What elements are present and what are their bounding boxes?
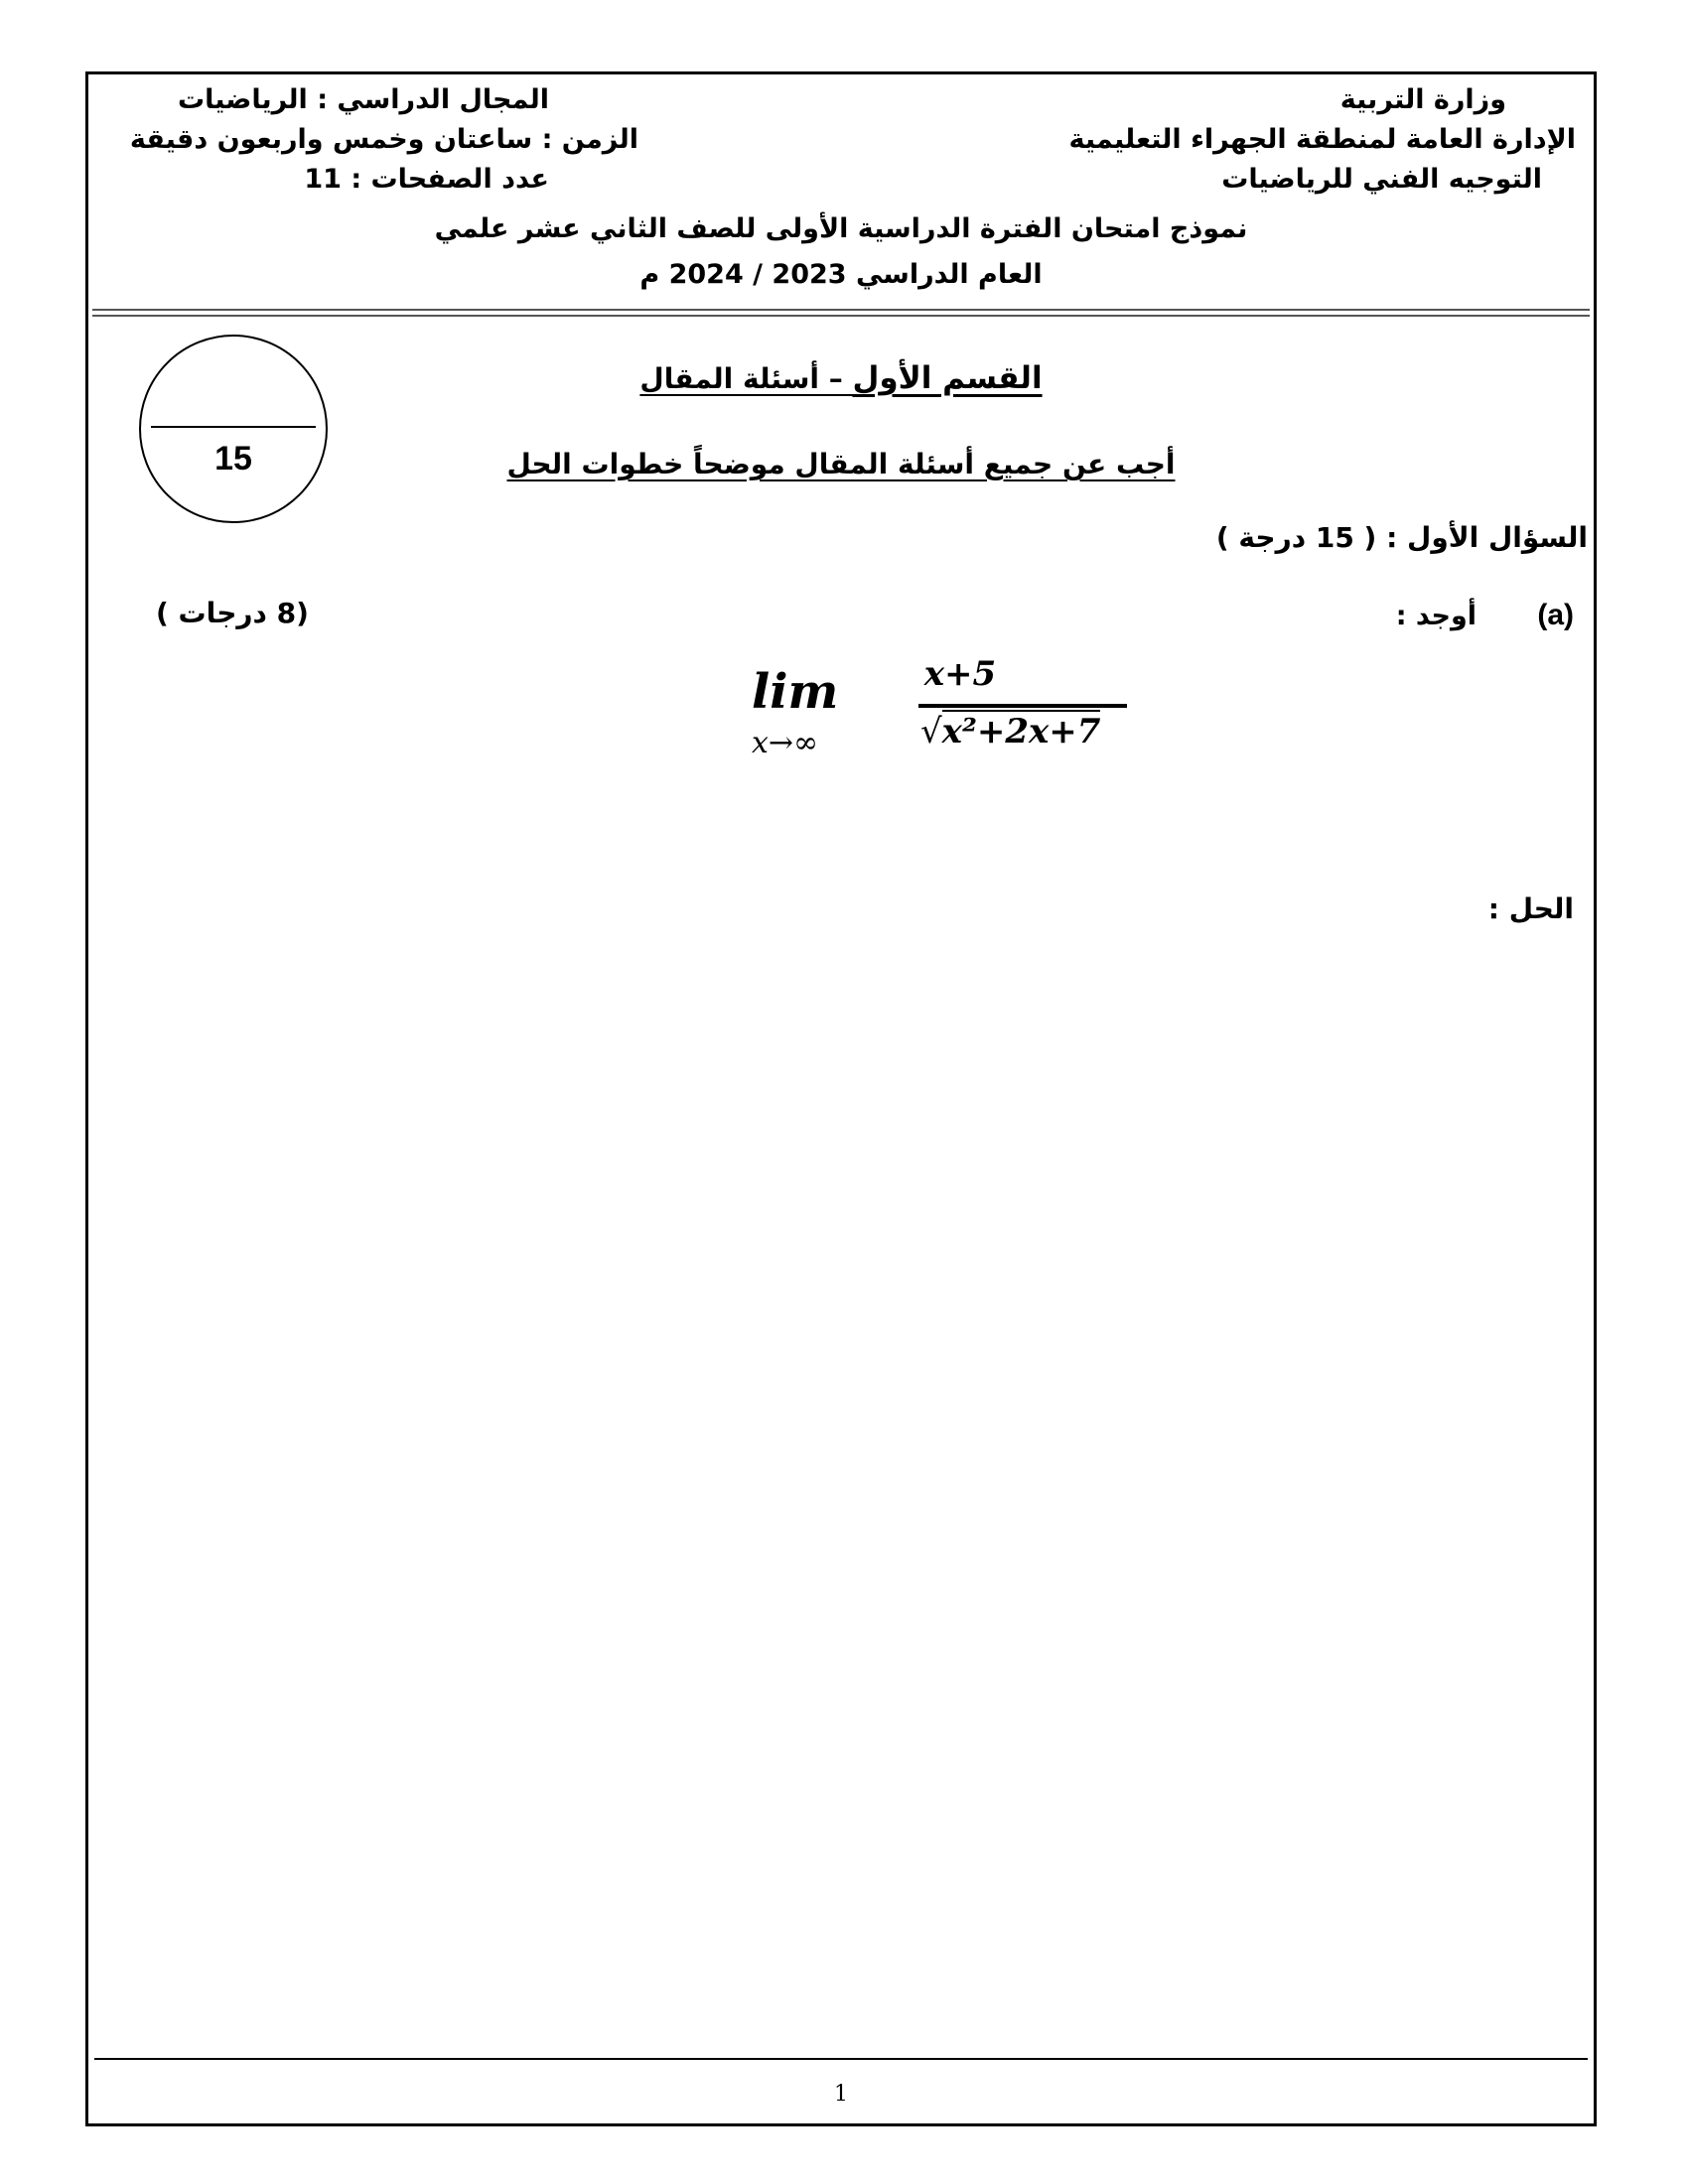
subject-field: المجال الدراسي : الرياضيات [177, 84, 549, 115]
header-separator-top [92, 309, 1590, 311]
limit-subscript: x→∞ [752, 726, 819, 760]
limit-formula [744, 654, 1141, 773]
supervision-name: التوجيه الفني للرياضيات [1221, 164, 1542, 195]
fraction-denominator [920, 712, 1100, 751]
header-separator-bottom [92, 315, 1590, 317]
page-number: 1 [834, 2082, 848, 2107]
part-a-instruction: أوجد : [1395, 601, 1477, 631]
score-blank-line [151, 426, 316, 428]
solution-label: الحل : [1487, 892, 1574, 925]
section-title [88, 360, 1594, 396]
section-title-bold: القسم الأول [852, 360, 1043, 396]
ministry-name: وزارة التربية [1339, 84, 1506, 115]
radicand: x²+2x+7 [941, 712, 1101, 751]
page-frame [85, 71, 1597, 2126]
exam-title: نموذج امتحان الفترة الدراسية الأولى للصف الثاني عشر علمي [434, 213, 1248, 244]
score-total: 15 [214, 440, 252, 478]
section-instruction: أجب عن جميع أسئلة المقال موضحاً خطوات الحل [506, 448, 1176, 480]
part-a-label: (a) [1537, 599, 1574, 631]
limit-operator: lim [752, 664, 839, 720]
academic-year: العام الدراسي 2023 / 2024 م [639, 259, 1043, 290]
fraction-numerator: x+5 [923, 654, 997, 694]
question-1-heading: السؤال الأول : ( 15 درجة ) [1215, 521, 1588, 554]
exam-duration: الزمن : ساعتان وخمس واربعون دقيقة [129, 124, 638, 155]
fraction-bar [918, 704, 1127, 708]
page-count: عدد الصفحات : 11 [304, 164, 549, 195]
part-a-marks: (8 درجات ) [156, 597, 309, 629]
square-root-icon: √ [920, 712, 942, 751]
directorate-name: الإدارة العامة لمنطقة الجهراء التعليمية [1068, 124, 1576, 155]
section-title-rest: – أسئلة المقال [639, 362, 853, 395]
footer-separator [94, 2058, 1588, 2060]
